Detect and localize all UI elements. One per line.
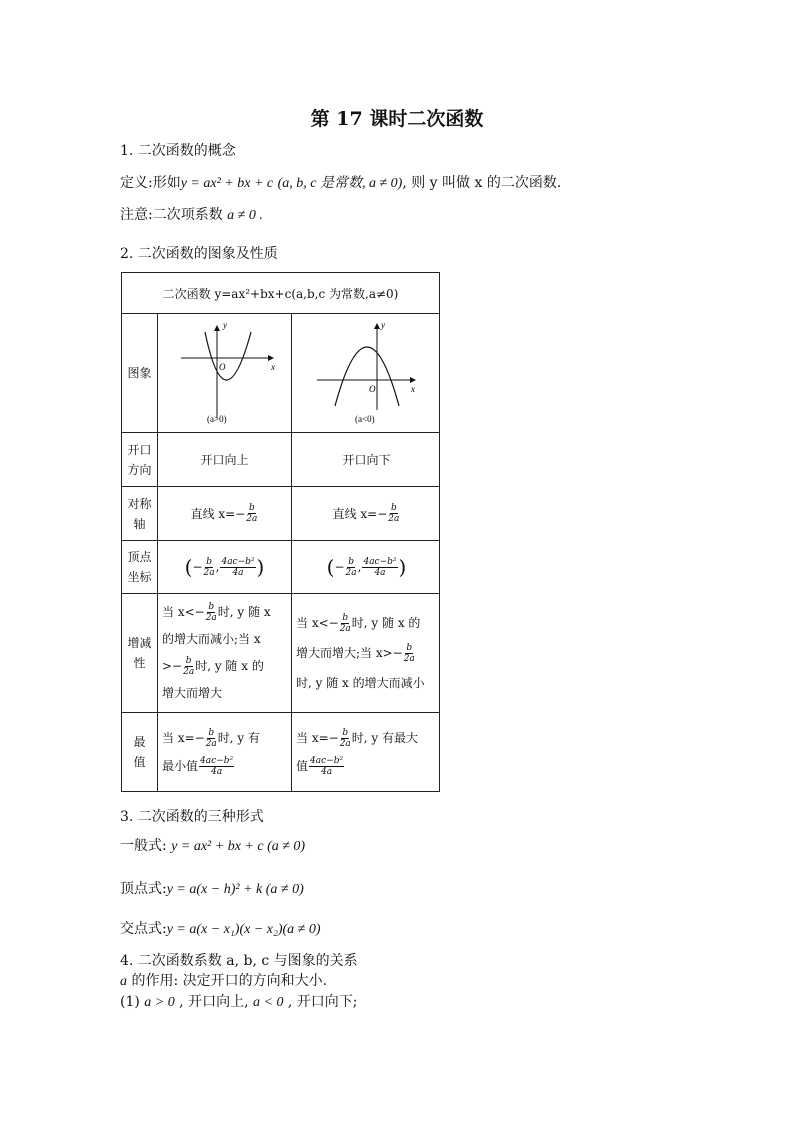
item-1-cond-negative: a < 0 (253, 995, 284, 1010)
fraction-num: b (342, 613, 349, 623)
section-2-heading: 2. 二次函数的图象及性质 (120, 246, 278, 262)
row-label-mono-1: 增减 (127, 636, 152, 650)
ext-right-text (292, 724, 422, 780)
fraction-4ac-b2-4a (220, 557, 255, 578)
fraction-num: 4ac−b² (310, 756, 344, 766)
fraction-4ac-b2-4a (362, 557, 397, 578)
fraction-num: 4ac−b² (363, 556, 397, 567)
general-form-label: 一般式: (120, 838, 167, 854)
section-4-heading: 4. 二次函数系数 a, b, c 与图象的关系 (120, 953, 358, 969)
fraction-num: 4ac−b² (200, 756, 234, 766)
row-label-image (122, 314, 157, 432)
axis-text: 直线 x=− (190, 507, 246, 521)
fraction-b-2a (340, 613, 351, 634)
monotonicity-cell-left (158, 594, 291, 712)
mono-left-text (158, 599, 275, 707)
axis-cell-right (292, 487, 441, 540)
item-1-text-down: , 开口向下; (283, 994, 358, 1010)
vertex-form-formula: y = a(x − h)² + k (a ≠ 0) (166, 882, 304, 897)
ext-left-2: 最小值 (162, 759, 199, 773)
y-axis-label: y (380, 320, 385, 330)
fraction-b-2a (206, 602, 217, 623)
fraction-den: 2a (339, 739, 351, 749)
intercept-form-line (120, 918, 321, 938)
fraction-num: b (342, 728, 349, 738)
row-label-mono-2: 性 (133, 656, 146, 670)
fraction-den: 2a (246, 514, 258, 524)
row-label-vertex (122, 541, 157, 593)
parabola-down-graph (307, 318, 427, 428)
fraction-den: 2a (339, 624, 351, 634)
ext-left-text (158, 724, 264, 780)
extreme-cell-right (292, 713, 441, 791)
intercept-form-formula: y = a(x − x₁)(x − x₂)(a ≠ 0) (166, 922, 321, 937)
fraction-num: 4ac−b² (221, 556, 255, 567)
row-label-image-text: 图象 (127, 366, 152, 380)
fraction-b-2a (183, 656, 194, 677)
fraction-b-2a (388, 503, 399, 524)
minus-sign: − (334, 560, 345, 574)
a-role-text: 的作用: 决定开口的方向和大小. (127, 973, 328, 989)
item-1-prefix: (1) (120, 994, 145, 1010)
paren-close: ) (256, 555, 265, 579)
properties-table (121, 272, 440, 792)
row-label-axis-1: 对称 (127, 496, 152, 511)
origin-label: O (368, 384, 375, 394)
origin-label: O (218, 362, 225, 372)
mono-left-1b: 时, y 随 x (217, 605, 271, 619)
mono-left-3b: 时, y 随 x 的 (195, 659, 264, 673)
opening-down-cell (292, 433, 441, 486)
item-1-text-up: , 开口向上, (174, 994, 253, 1010)
row-label-monotonicity (122, 594, 157, 712)
graph-caption-down: (a<0) (354, 414, 375, 424)
monotonicity-cell-right (292, 594, 441, 712)
graph-downward (292, 314, 441, 432)
comma: , (215, 560, 220, 574)
mono-left-4: 增大而增大 (162, 686, 223, 700)
fraction-den: 2a (388, 514, 400, 524)
mono-right-1a: 当 x<− (296, 616, 339, 630)
table-header (122, 273, 439, 313)
definition-prefix: 定义:形如 (120, 175, 181, 191)
row-label-axis-2: 轴 (133, 516, 146, 531)
row-label-axis (122, 487, 157, 540)
fraction-num: b (185, 656, 192, 666)
definition-formula: y = ax² + bx + c (180, 176, 274, 191)
fraction-den: 4a (374, 567, 386, 578)
fraction-b-2a (346, 557, 357, 578)
general-form-line (120, 835, 305, 855)
minus-sign: − (192, 560, 203, 574)
note-line (120, 204, 263, 224)
page-title: 第 17 课时二次函数 (310, 108, 484, 130)
vertex-form-line (120, 878, 304, 898)
fraction-num: b (406, 643, 413, 653)
parabola-up (205, 332, 251, 380)
fraction-num: b (348, 556, 354, 567)
section-3-heading: 3. 二次函数的三种形式 (120, 809, 264, 825)
definition-suffix: , 则 y 叫做 x 的二次函数. (402, 175, 562, 191)
fraction-num: b (208, 602, 215, 612)
vertex-cell-left (158, 541, 291, 593)
x-axis-label: x (270, 362, 275, 372)
fraction-4ac-b2-4a (199, 756, 234, 777)
parabola-up-graph (165, 318, 285, 428)
fraction-num: b (208, 728, 215, 738)
extreme-cell-left (158, 713, 291, 791)
row-label-opening-2: 方向 (127, 462, 152, 477)
opening-up-text: 开口向上 (200, 453, 249, 467)
opening-down-text: 开口向下 (342, 453, 391, 467)
x-axis-label: x (410, 384, 415, 394)
ext-left-1b: 时, y 有 (217, 731, 261, 745)
definition-line (120, 172, 561, 192)
paren-close: ) (398, 555, 407, 579)
fraction-b-2a (204, 557, 215, 578)
fraction-den: 4a (210, 767, 223, 777)
y-axis-label: y (222, 320, 227, 330)
fraction-b-2a (246, 503, 257, 524)
fraction-num: b (390, 503, 397, 513)
row-label-opening (122, 433, 157, 486)
vertex-form-label: 顶点式: (120, 881, 167, 897)
mono-right-text (292, 608, 429, 698)
ext-right-1b: 时, y 有最大 (351, 731, 419, 745)
ext-right-1a: 当 x=− (296, 731, 339, 745)
mono-right-1b: 时, y 随 x 的 (351, 616, 421, 630)
row-label-vertex-1: 顶点 (127, 550, 152, 564)
item-1-cond-positive: a > 0 (144, 995, 175, 1010)
table-header-text: 二次函数 y=ax²+bx+c(a,b,c 为常数,a≠0) (162, 286, 399, 301)
a-variable: a (120, 974, 127, 989)
opening-up-cell (158, 433, 291, 486)
mono-left-1a: 当 x<− (162, 605, 205, 619)
parabola-down (335, 347, 399, 406)
row-label-vertex-2: 坐标 (127, 570, 152, 584)
axis-cell-left (158, 487, 291, 540)
ext-right-2: 值 (296, 759, 309, 773)
definition-condition: (a, b, c 是常数, a ≠ 0) (277, 176, 403, 191)
row-label-opening-1: 开口 (127, 442, 152, 457)
intercept-form-label: 交点式: (120, 921, 167, 937)
row-label-ext-2: 值 (133, 755, 146, 769)
general-form-formula: y = ax² + bx + c (a ≠ 0) (171, 839, 306, 854)
fraction-b-2a (340, 728, 351, 749)
fraction-den: 4a (320, 767, 333, 777)
mono-right-3: 时, y 随 x 的增大而减小 (296, 676, 425, 690)
note-prefix: 注意:二次项系数 (120, 207, 223, 223)
fraction-den: 2a (345, 567, 357, 578)
row-label-extreme (122, 713, 157, 791)
fraction-den: 2a (205, 613, 217, 623)
fraction-den: 2a (183, 667, 195, 677)
mono-right-2a: 增大而增大;当 x>− (296, 646, 403, 660)
fraction-b-2a (404, 643, 415, 664)
fraction-den: 2a (403, 654, 415, 664)
paren-open: ( (184, 555, 193, 579)
fraction-den: 2a (203, 567, 215, 578)
a-role-line (120, 970, 327, 990)
fraction-b-2a (206, 728, 217, 749)
row-label-ext-1: 最 (133, 735, 146, 749)
paren-open: ( (326, 555, 335, 579)
fraction-den: 2a (205, 739, 217, 749)
ext-left-1a: 当 x=− (162, 731, 205, 745)
vertex-cell-right (292, 541, 441, 593)
fraction-4ac-b2-4a (309, 756, 344, 777)
item-1-line (120, 991, 358, 1011)
fraction-num: b (248, 503, 255, 513)
graph-upward (158, 314, 291, 432)
graph-caption-up: (a>0) (206, 414, 227, 424)
fraction-num: b (206, 556, 212, 567)
fraction-den: 4a (232, 567, 244, 578)
note-formula: a ≠ 0 . (227, 208, 263, 223)
section-1-heading: 1. 二次函数的概念 (120, 143, 236, 159)
mono-left-3a: >− (162, 659, 183, 673)
axis-text: 直线 x=− (332, 507, 388, 521)
comma: , (357, 560, 362, 574)
mono-left-2: 的增大而减小;当 x (162, 632, 261, 646)
